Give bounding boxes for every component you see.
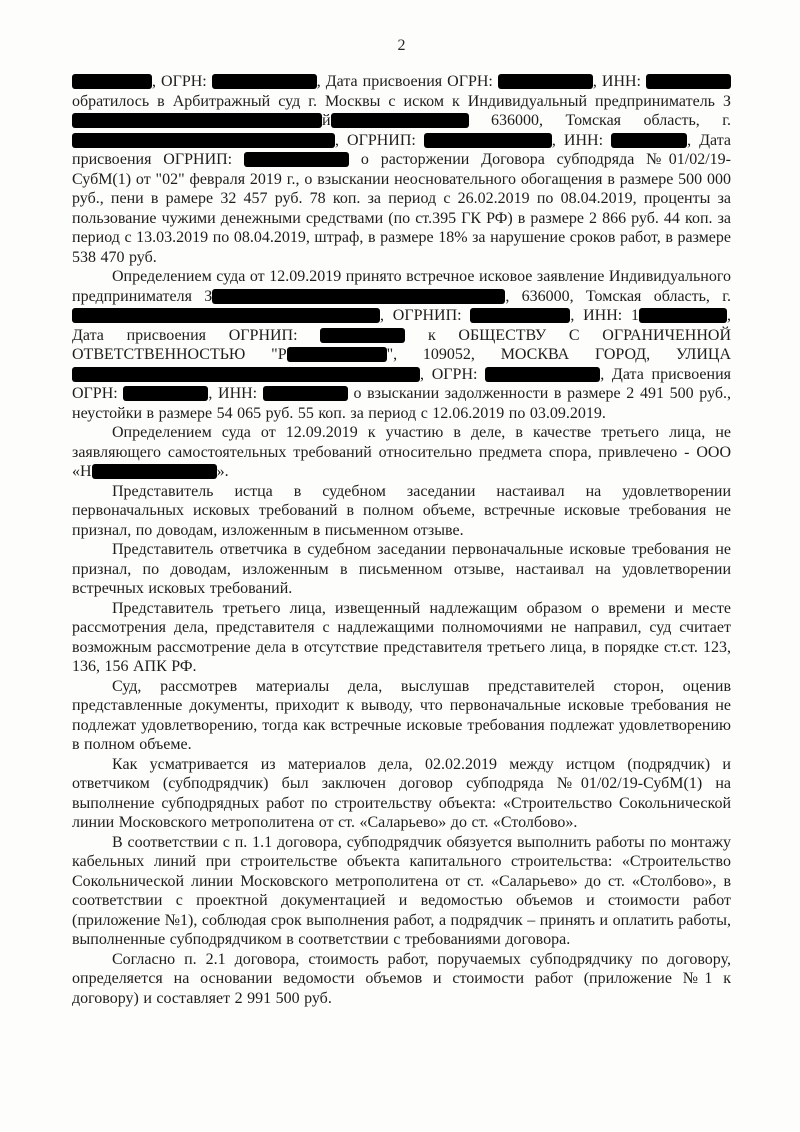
redaction-bar <box>320 328 405 343</box>
page-number: 2 <box>397 37 406 54</box>
redaction-bar <box>72 133 335 148</box>
redaction-bar <box>331 113 469 128</box>
text-run: й <box>322 112 331 129</box>
text-run: Суд, рассмотрев материалы дела, выслушав представителей сторон, оценив представленные документы, приходит к выводу, что первоначальные исковые требования не подлежат удовлетворению, тогда как встречные исковые требования подлежат удовлетворению в полном объеме. <box>72 677 731 753</box>
redaction-bar <box>470 308 570 323</box>
redaction-bar <box>72 74 152 89</box>
text-run: Представитель третьего лица, извещенный надлежащим образом о времени и месте рассмотрения дела, представителя с надлежащими полномочиями не направил, суд считает возможным рассмотрение дела в отсутствие представителя третьего лица, в порядке ст.ст. 123, 136, 156 АПК РФ. <box>72 599 731 675</box>
text-run: В соответствии с п. 1.1 договора, субподрядчик обязуется выполнить работы по монтажу кабельных линий при строительстве объекта капитального строительства: «Строительство Сокольнической линии Московского метрополитена от ст. «Саларьево» до ст. «Столбово», в соответствии с проектной документацией и ведомостью объемов и стоимости работ (приложение №1), соблюдая срок выполнения работ, а подрядчик – принять и оплатить работы, выполненные субподрядчиком в соответствии с требованиями договора. <box>72 833 731 948</box>
text-run: , ИНН: <box>592 73 647 90</box>
redaction-bar <box>424 133 552 148</box>
text-run: Определением суда от 12.09.2019 к участию в деле, в качестве третьего лица, не заявляющего самостоятельных требований относительно предмета спора, привлечено - ООО «Н <box>72 424 731 480</box>
redaction-bar <box>92 464 217 479</box>
redaction-bar <box>72 367 420 382</box>
redaction-bar <box>646 74 731 89</box>
text-run: , ИНН: <box>208 385 263 402</box>
text-run: , Дата присвоения ОГРНИП: <box>72 307 732 344</box>
text-run: ", 109052, МОСКВА ГОРОД, УЛИЦА <box>386 346 731 363</box>
text-run: Представитель истца в судебном заседании настаивал на удовлетворении первоначальных исковых требований в полном объеме, встречные исковые требования не признал, по доводам, изложенным в письменном отзыве. <box>72 482 731 539</box>
redaction-bar <box>287 347 387 362</box>
text-run: , ОГРНИП: <box>335 131 424 149</box>
paragraph <box>72 950 731 1009</box>
redaction-bar <box>72 113 322 128</box>
text-run: Определением суда от 12.09.2019 принято встречное исковое заявление Индивидуального предпринимателя З <box>72 268 731 305</box>
redaction-bar <box>123 386 208 401</box>
paragraph <box>72 677 731 755</box>
text-run: , ОГРН: <box>152 73 212 90</box>
text-run: о расторжении Договора субподряда №01/02/19-СубМ(1) от "02" февраля 2019 г., о взыскании неосновательного обогащения в размере 500 000 руб., пени в рамере 32 457 руб. 78 коп. за период с 26.02.2019 по 08.04.2019, проценты за пользование чужими денежными средствами (по ст.395 ГК РФ) в размере 2 866 руб. 44 коп. за период с 13.03.2019 по 08.04.2019, штраф, в размере 18% за нарушение сроков работ, в размере 538 470 руб. <box>72 151 732 266</box>
text-run: к ОБЩЕСТВУ С ОГРАНИЧЕННОЙ ОТВЕТСТВЕННОСТЬЮ "Р <box>72 326 731 363</box>
redaction-bar <box>485 367 600 382</box>
redaction-bar <box>244 152 349 167</box>
text-run: Как усматривается из материалов дела, 02.02.2019 между истцом (подрядчик) и ответчиком (субподрядчик) был заключен договор субподряда №01/02/19-СубМ(1) на выполнение субподрядных работ по строительству объекта: «Строительство Сокольнической линии Московского метрополитена от ст. «Саларьево» до ст. «Столбово». <box>72 755 731 831</box>
paragraph <box>72 833 731 950</box>
text-run: , Дата присвоения ОГРН: <box>72 365 732 402</box>
redaction-bar <box>212 289 505 304</box>
document-body <box>72 72 731 1008</box>
text-run: , ОГРН: <box>420 365 486 383</box>
paragraph <box>72 423 731 482</box>
redaction-bar <box>212 74 317 89</box>
text-run: ». <box>216 463 229 480</box>
paragraph <box>72 72 731 267</box>
paragraph <box>72 267 731 423</box>
text-run: обратилось в Арбитражный суд г. Москвы с иском к Индивидуальный предприниматель З <box>72 92 731 110</box>
text-run: Представитель ответчика в судебном заседании первоначальные исковые требования не признал, по доводам, изложенным в письменном отзыве, настаивал на удовлетворении встречных исковых требований. <box>72 541 731 597</box>
paragraph <box>72 482 731 541</box>
text-run: , Дата присвоения ОГРН: <box>316 73 498 90</box>
redaction-bar <box>639 308 727 323</box>
redaction-bar <box>72 308 380 323</box>
text-run: , Дата присвоения ОГРНИП: <box>72 131 732 168</box>
text-run: , 636000, Томская область, г. <box>505 287 731 305</box>
text-run: 636000, Томская область, г. <box>468 112 731 129</box>
text-run: , ИНН: 1 <box>570 307 640 324</box>
text-run: , ИНН: <box>551 131 612 149</box>
paragraph <box>72 755 731 833</box>
text-run: , ОГРНИП: <box>380 307 471 324</box>
text-run: о взыскании задолженности в размере 2 491 500 руб., неустойки в размере 54 065 руб. 55 коп. за период с 12.06.2019 по 03.09.2019. <box>72 385 731 422</box>
paragraph <box>72 599 731 677</box>
paragraph <box>72 540 731 599</box>
text-run: Согласно п. 2.1 договора, стоимость работ, поручаемых субподрядчику по договору, определяется на основании ведомости объемов и стоимости работ (приложение №1 к договору) и составляет 2 991 500 руб. <box>72 950 731 1007</box>
redaction-bar <box>611 133 687 148</box>
redaction-bar <box>263 386 348 401</box>
redaction-bar <box>498 74 593 89</box>
